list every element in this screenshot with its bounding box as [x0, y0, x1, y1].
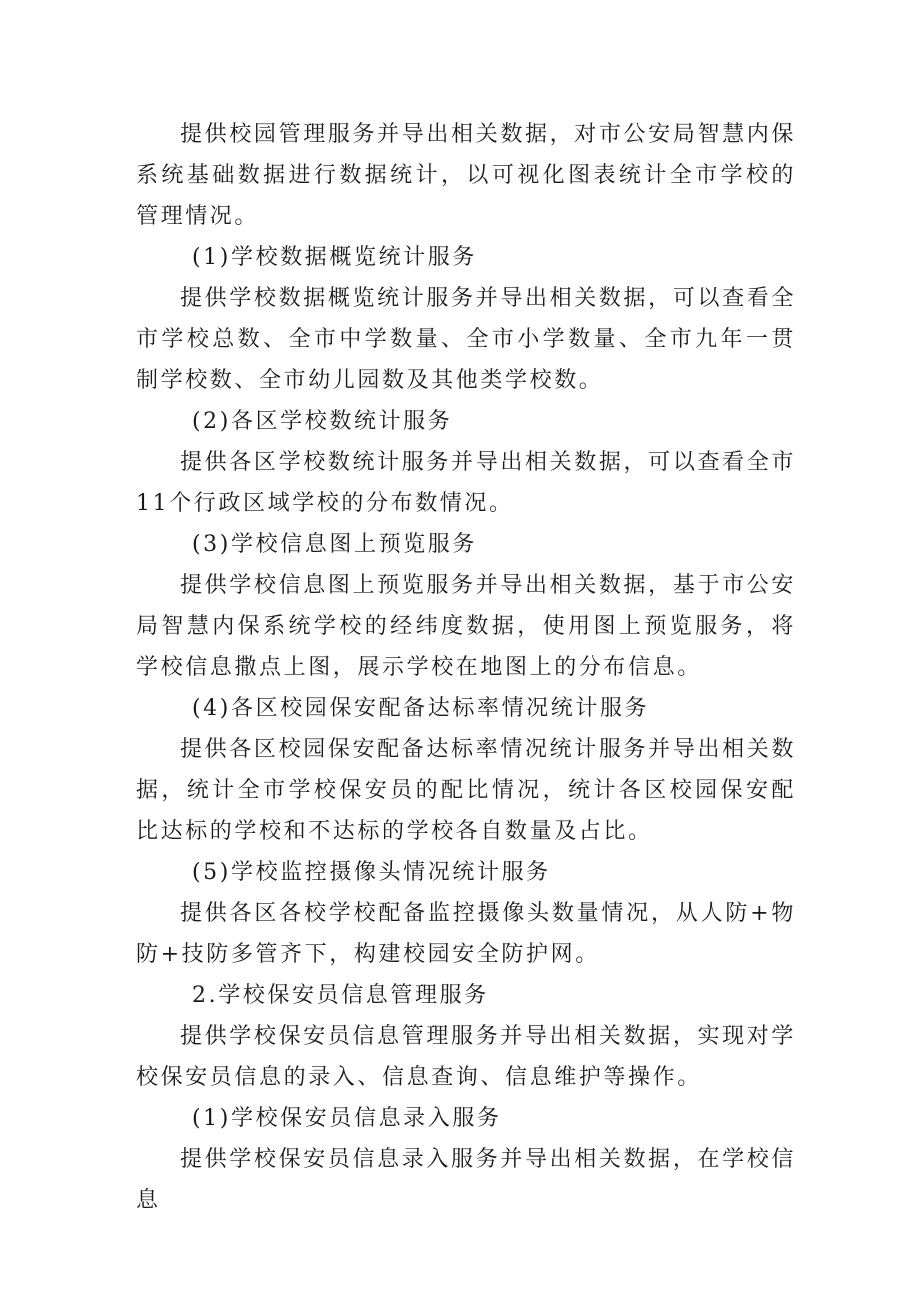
paragraph-campus-management: 提供校园管理服务并导出相关数据，对市公安局智慧内保系统基础数据进行数据统计，以可视化图表统计全市学校的管理情况。 [136, 122, 796, 229]
heading-security-staffing-rate: (4)各区校园保安配备达标率情况统计服务 [192, 696, 650, 721]
heading-school-map-preview: (3)学校信息图上预览服务 [192, 532, 477, 557]
document-body [136, 114, 796, 1221]
paragraph-guard-info-entry: 提供学校保安员信息录入服务并导出相关数据，在学校信息 [136, 1147, 796, 1213]
heading-guard-info-entry: (1)学校保安员信息录入服务 [192, 1106, 502, 1131]
paragraph-guard-info-management: 提供学校保安员信息管理服务并导出相关数据，实现对学校保安员信息的录入、信息查询、信息维护等操作。 [136, 1024, 796, 1090]
paragraph-district-school-count: 提供各区学校数统计服务并导出相关数据，可以查看全市11个行政区域学校的分布数情况。 [136, 450, 796, 516]
paragraph-security-staffing-rate: 提供各区校园保安配备达标率情况统计服务并导出相关数据，统计全市学校保安员的配比情况，统计各区校园保安配比达标的学校和不达标的学校各自数量及占比。 [136, 737, 796, 844]
paragraph-school-map-preview: 提供学校信息图上预览服务并导出相关数据，基于市公安局智慧内保系统学校的经纬度数据，使用图上预览服务，将学校信息撒点上图，展示学校在地图上的分布信息。 [136, 573, 796, 680]
heading-camera-statistics: (5)学校监控摄像头情况统计服务 [192, 860, 551, 885]
paragraph-school-data-overview: 提供学校数据概览统计服务并导出相关数据，可以查看全市学校总数、全市中学数量、全市小学数量、全市九年一贯制学校数、全市幼儿园数及其他类学校数。 [136, 286, 796, 393]
paragraph-camera-statistics: 提供各区各校学校配备监控摄像头数量情况，从人防+物防+技防多管齐下，构建校园安全防护网。 [136, 901, 796, 967]
heading-district-school-count: (2)各区学校数统计服务 [192, 409, 453, 434]
heading-school-data-overview: (1)学校数据概览统计服务 [192, 245, 477, 270]
heading-guard-info-management: 2.学校保安员信息管理服务 [192, 983, 489, 1008]
